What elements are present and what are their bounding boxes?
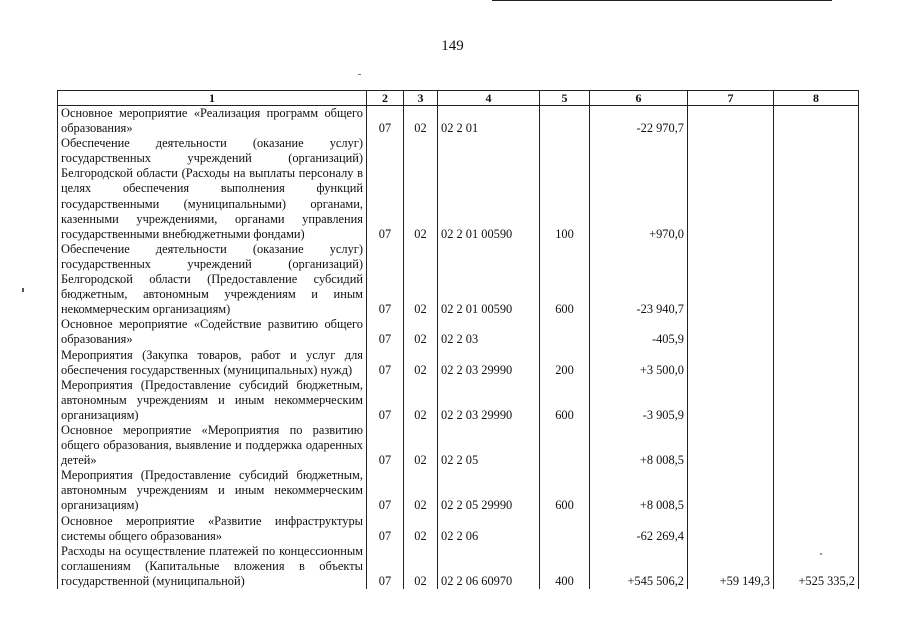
subsection-code: 02 <box>404 136 438 242</box>
target-article: 02 2 03 <box>438 317 540 347</box>
expense-type <box>540 106 590 137</box>
expense-type: 600 <box>540 378 590 423</box>
amount-col-6: +3 500,0 <box>590 348 688 378</box>
subsection-code: 02 <box>404 317 438 347</box>
amount-col-7 <box>688 317 774 347</box>
row-description: Мероприятия (Закупка товаров, работ и услуг для обеспечения государственных (муниципальных) нужд) <box>58 348 367 378</box>
amount-col-7 <box>688 423 774 468</box>
header-cell-5: 5 <box>540 91 590 106</box>
row-description: Основное мероприятие «Содействие развитию общего образования» <box>58 317 367 347</box>
subsection-code: 02 <box>404 242 438 317</box>
table-row <box>58 317 859 347</box>
subsection-code: 02 <box>404 423 438 468</box>
header-row <box>58 91 859 106</box>
row-description: Расходы на осуществление платежей по концессионным соглашениям (Капитальные вложения в объекты государственной (муниципальной) <box>58 544 367 589</box>
subsection-code: 02 <box>404 544 438 589</box>
table-row <box>58 106 859 137</box>
header-cell-4: 4 <box>438 91 540 106</box>
amount-col-6: -23 940,7 <box>590 242 688 317</box>
row-description: Основное мероприятие «Развитие инфраструктуры системы общего образования» <box>58 514 367 544</box>
target-article: 02 2 01 <box>438 106 540 137</box>
expense-type: 400 <box>540 544 590 589</box>
section-code: 07 <box>367 468 404 513</box>
section-code: 07 <box>367 378 404 423</box>
amount-col-6: -3 905,9 <box>590 378 688 423</box>
expense-type <box>540 423 590 468</box>
expense-type: 600 <box>540 468 590 513</box>
section-code: 07 <box>367 348 404 378</box>
scan-dot <box>358 74 361 75</box>
header-cell-2: 2 <box>367 91 404 106</box>
amount-col-7 <box>688 378 774 423</box>
subsection-code: 02 <box>404 348 438 378</box>
section-code: 07 <box>367 317 404 347</box>
header-cell-3: 3 <box>404 91 438 106</box>
row-description: Обеспечение деятельности (оказание услуг) государственных учреждений (организаций) Белгородской области (Предоставление субсидий бюджетным, автономным учреждениям и иным некоммерческим организациям) <box>58 242 367 317</box>
section-code: 07 <box>367 106 404 137</box>
amount-col-8 <box>774 242 859 317</box>
amount-col-6: -62 269,4 <box>590 514 688 544</box>
subsection-code: 02 <box>404 468 438 513</box>
target-article: 02 2 05 <box>438 423 540 468</box>
expense-type: 100 <box>540 136 590 242</box>
row-description: Мероприятия (Предоставление субсидий бюджетным, автономным учреждениям и иным некоммерческим организациям) <box>58 378 367 423</box>
scan-edge-mark <box>22 288 24 292</box>
top-rule <box>492 0 832 1</box>
expense-type <box>540 317 590 347</box>
expense-type: 600 <box>540 242 590 317</box>
amount-col-6: +545 506,2 <box>590 544 688 589</box>
row-description: Обеспечение деятельности (оказание услуг) государственных учреждений (организаций) Белгородской области (Расходы на выплаты персоналу в целях обеспечения выполнения функций государственными (муниципальными) органами, казенными учреждениями, органами управления государственными внебюджетными фондами) <box>58 136 367 242</box>
table-row <box>58 242 859 317</box>
amount-col-8 <box>774 423 859 468</box>
amount-col-8 <box>774 317 859 347</box>
expense-type: 200 <box>540 348 590 378</box>
target-article: 02 2 06 <box>438 514 540 544</box>
amount-col-8 <box>774 348 859 378</box>
section-code: 07 <box>367 242 404 317</box>
target-article: 02 2 03 29990 <box>438 348 540 378</box>
section-code: 07 <box>367 514 404 544</box>
expense-type <box>540 514 590 544</box>
amount-col-6: +8 008,5 <box>590 468 688 513</box>
amount-col-7 <box>688 106 774 137</box>
table-row <box>58 348 859 378</box>
amount-col-7: +59 149,3 <box>688 544 774 589</box>
section-code: 07 <box>367 136 404 242</box>
subsection-code: 02 <box>404 378 438 423</box>
amount-col-6: -22 970,7 <box>590 106 688 137</box>
table-row <box>58 544 859 589</box>
budget-table <box>57 90 859 589</box>
table-row <box>58 423 859 468</box>
table-row <box>58 378 859 423</box>
target-article: 02 2 06 60970 <box>438 544 540 589</box>
amount-col-7 <box>688 348 774 378</box>
row-description: Основное мероприятие «Мероприятия по развитию общего образования, выявление и поддержка одаренных детей» <box>58 423 367 468</box>
amount-col-8 <box>774 136 859 242</box>
section-code: 07 <box>367 423 404 468</box>
target-article: 02 2 01 00590 <box>438 242 540 317</box>
amount-col-6: +8 008,5 <box>590 423 688 468</box>
subsection-code: 02 <box>404 514 438 544</box>
subsection-code: 02 <box>404 106 438 137</box>
header-cell-1: 1 <box>58 91 367 106</box>
section-code: 07 <box>367 544 404 589</box>
amount-col-7 <box>688 242 774 317</box>
row-description: Основное мероприятие «Реализация программ общего образования» <box>58 106 367 137</box>
amount-col-7 <box>688 136 774 242</box>
amount-col-8 <box>774 514 859 544</box>
amount-col-8 <box>774 378 859 423</box>
amount-col-7 <box>688 468 774 513</box>
page-number: 149 <box>441 38 464 54</box>
target-article: 02 2 01 00590 <box>438 136 540 242</box>
amount-col-6: -405,9 <box>590 317 688 347</box>
amount-col-8: +525 335,2 <box>774 544 859 589</box>
row-description: Мероприятия (Предоставление субсидий бюджетным, автономным учреждениям и иным некоммерческим организациям) <box>58 468 367 513</box>
header-cell-6: 6 <box>590 91 688 106</box>
table-row <box>58 136 859 242</box>
amount-col-8 <box>774 106 859 137</box>
amount-col-6: +970,0 <box>590 136 688 242</box>
header-cell-7: 7 <box>688 91 774 106</box>
table-row <box>58 468 859 513</box>
target-article: 02 2 05 29990 <box>438 468 540 513</box>
amount-col-7 <box>688 514 774 544</box>
header-cell-8: 8 <box>774 91 859 106</box>
amount-col-8 <box>774 468 859 513</box>
target-article: 02 2 03 29990 <box>438 378 540 423</box>
table-row <box>58 514 859 544</box>
